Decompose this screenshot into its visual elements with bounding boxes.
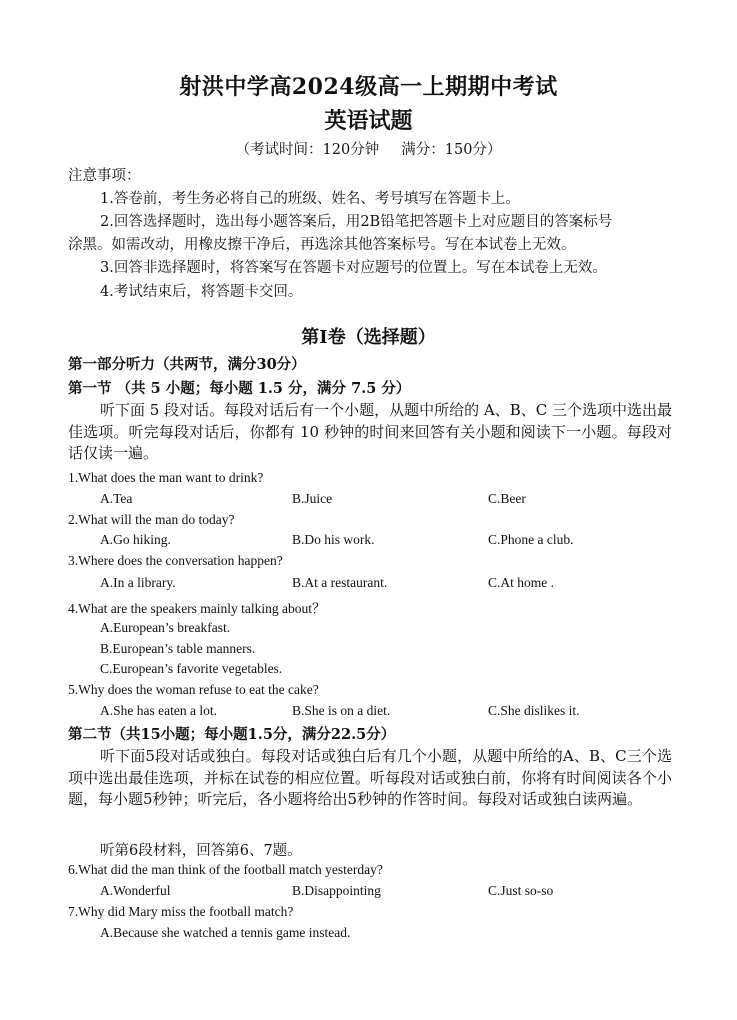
note-item-2: 2.回答选择题时，选出每小题答案后，用2B铅笔把答题卡上对应题目的答案标号 [100, 214, 613, 230]
q4-option-b: B.European’s table manners. [100, 641, 256, 656]
question-6: 6.What did the man think of the football match yesterday? [68, 862, 383, 877]
material-6-note: 听第6段材料，回答第6、7题。 [100, 843, 302, 859]
exam-subtitle: 英语试题 [324, 108, 413, 134]
exam-time: （考试时间：120分钟 [235, 142, 380, 158]
sec2-instructions: 听下面5段对话或独白。每段对话或独白后有几个小题，从题中所给的A、B、C三个选项中选出最佳选项，并标在试卷的相应位置。听每段对话或独白前，你将有时间阅读各个小题，每小题5秒钟；听完后，各小题将给出5秒钟的作答时间。每段对话或独白读两遍。 [68, 747, 672, 808]
q2-option-b: B.Do his work. [292, 532, 375, 547]
sec1-heading: 第一节 （共 5 小题；每小题 1.5 分，满分 7.5 分） [68, 380, 411, 397]
note-item-4: 4.考试结束后，将答题卡交回。 [100, 284, 303, 300]
q5-option-a: A.She has eaten a lot. [100, 703, 217, 718]
q1-option-b: B.Juice [292, 491, 333, 506]
question-2: 2.What will the man do today? [68, 512, 235, 527]
part1-heading: 第一部分听力（共两节，满分30分） [68, 356, 306, 373]
notes-heading: 注意事项： [68, 168, 141, 184]
q6-option-c: C.Just so-so [488, 883, 554, 898]
q5-option-c: C.She dislikes it. [488, 703, 580, 718]
q3-option-a: A.In a library. [100, 575, 176, 590]
question-5: 5.Why does the woman refuse to eat the cake? [68, 682, 319, 697]
full-score: 满分：150分） [401, 142, 502, 158]
section-title: 第Ⅰ卷（选择题） [301, 327, 436, 348]
q1-option-a: A.Tea [100, 491, 133, 506]
question-3: 3.Where does the conversation happen? [68, 553, 283, 568]
question-4: 4.What are the speakers mainly talking about？ [68, 601, 326, 616]
q3-option-c: C.At home . [488, 575, 554, 590]
question-7: 7.Why did Mary miss the football match? [68, 904, 294, 919]
sec2-heading: 第二节（共15小题；每小题1.5分，满分22.5分） [68, 726, 396, 743]
q4-option-a: A.European’s breakfast. [100, 620, 231, 635]
q4-option-c: C.European’s favorite vegetables. [100, 661, 283, 676]
q1-option-c: C.Beer [488, 491, 526, 506]
q2-option-c: C.Phone a club. [488, 532, 574, 547]
q6-option-b: B.Disappointing [292, 883, 381, 898]
q7-option-a: A.Because she watched a tennis game instead. [100, 925, 351, 940]
q3-option-b: B.At a restaurant. [292, 575, 388, 590]
question-1: 1.What does the man want to drink? [68, 470, 264, 485]
q5-option-b: B.She is on a diet. [292, 703, 391, 718]
exam-title: 射洪中学高2024级高一上期期中考试 [179, 74, 558, 100]
note-item-1: 1.答卷前，考生务必将自己的班级、姓名、考号填写在答题卡上。 [100, 191, 520, 207]
note-item-2-cont: 涂黑。如需改动，用橡皮擦干净后，再选涂其他答案标号。写在本试卷上无效。 [68, 237, 576, 253]
exam-time-info [0, 138, 737, 159]
q6-option-a: A.Wonderful [100, 883, 171, 898]
q2-option-a: A.Go hiking. [100, 532, 171, 547]
note-item-3: 3.回答非选择题时，将答案写在答题卡对应题号的位置上。写在本试卷上无效。 [100, 260, 607, 276]
sec1-instructions: 听下面 5 段对话。每段对话后有一个小题，从题中所给的 A、B、C 三个选项中选出最佳选项。听完每段对话后，你都有 10 秒钟的时间来回答有关小题和阅读下一小题。每段对话仅读一遍。 [68, 401, 672, 462]
